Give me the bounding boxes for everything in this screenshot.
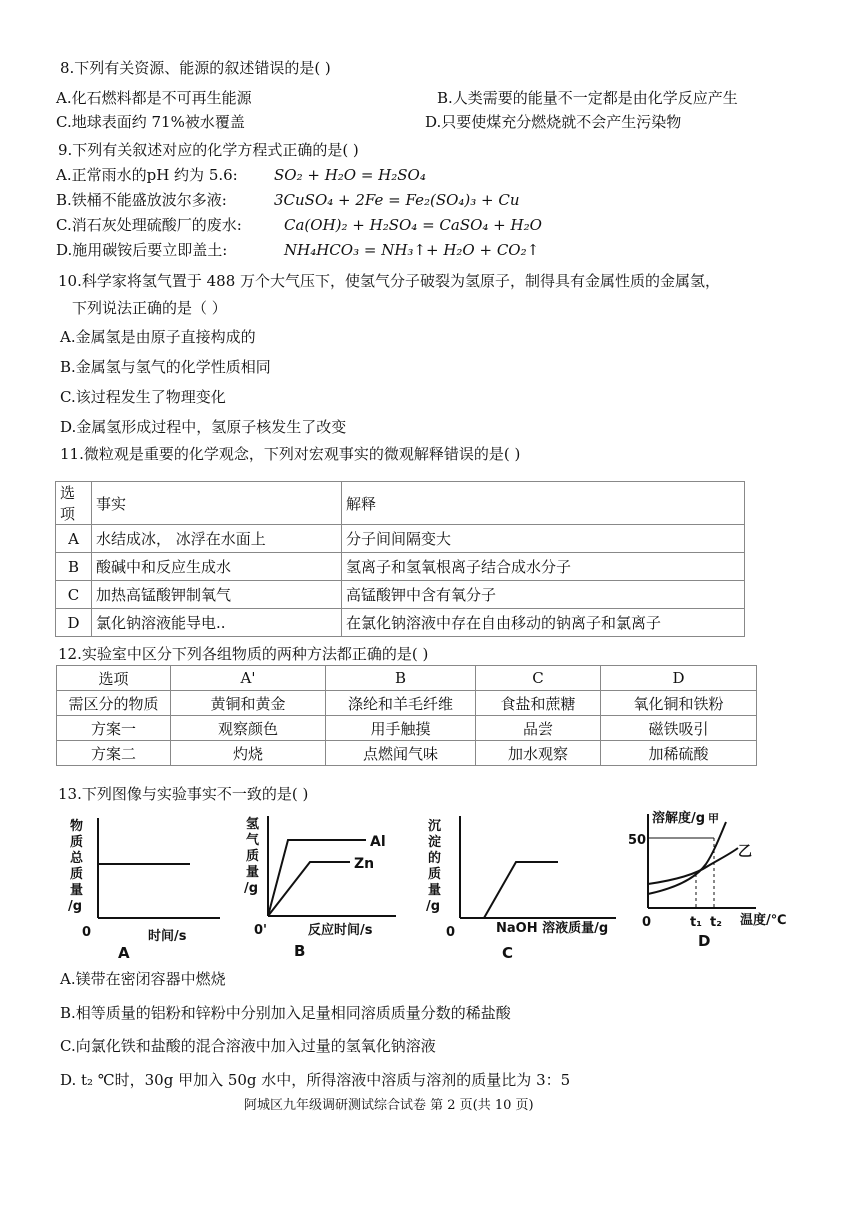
table-row [56,581,745,609]
figure-a-ylabel-char: 物 [70,819,84,834]
figure-a-ylabel-char: /g [68,899,83,914]
figure-b-ylabel-char: 气 [246,833,260,848]
option-cell: C [56,581,92,609]
q9-option-c: C.消石灰处理硫酸厂的废水: [56,216,242,234]
q10-stem-line2: 下列说法正确的是（ ） [72,299,227,317]
table-cell: 观察颜色 [171,716,326,741]
figure-d-t2: t₂ [710,915,722,930]
header-cell: A' [171,666,326,691]
q13-stem: 13.下列图像与实验事实不一致的是( ) [58,785,309,803]
q10-option-d: D.金属氢形成过程中，氢原子核发生了改变 [60,418,347,436]
table-row [56,553,745,581]
table-cell: 方案一 [57,716,171,741]
figure-a-ylabel-char: 总 [70,851,84,866]
table-cell: 黄铜和黄金 [171,691,326,716]
figure-b-curve-al [268,840,366,916]
figure-b-ylabel-char: 氢 [246,817,260,832]
header-cell: 选项 [57,666,171,691]
fact-cell: 酸碱中和反应生成水 [92,553,342,581]
q9-option-d-equation: NH₄HCO₃ = NH₃↑+ H₂O + CO₂↑ [284,241,540,259]
q8-option-b: B.人类需要的能量不一定都是由化学反应产生 [437,89,738,107]
table-cell: 氧化铜和铁粉 [601,691,757,716]
table-row [56,525,745,553]
table-cell: 需区分的物质 [57,691,171,716]
q9-option-d: D.施用碳铵后要立即盖土: [56,241,228,259]
figure-b-tag: B [294,942,306,960]
figure-a-tag: A [118,944,130,962]
table-header-row [56,482,745,525]
q12-table [56,665,757,766]
figure-c-curve [460,862,558,918]
table-cell: 灼烧 [171,741,326,766]
figure-c-ylabel-char: 沉 [428,819,442,834]
q8-option-c: C.地球表面约 71%被水覆盖 [56,113,245,131]
page-footer: 阿城区九年级调研测试综合试卷 第 2 页(共 10 页) [244,1098,534,1113]
q9-stem: 9.下列有关叙述对应的化学方程式正确的是( ) [58,141,359,159]
figure-d [626,808,802,956]
table-cell: 加稀硫酸 [601,741,757,766]
option-cell: D [56,609,92,637]
table-cell: 品尝 [476,716,601,741]
figure-d-y50: 50 [628,833,647,848]
table-header-row [57,666,757,691]
figure-a-xlabel: 时间/s [148,929,187,944]
figure-a-ylabel-char: 量 [70,883,84,898]
figure-b-xlabel: 反应时间/s [308,923,373,938]
header-cell: D [601,666,757,691]
table-cell: 加水观察 [476,741,601,766]
figure-a [60,812,225,962]
q10-option-b: B.金属氢与氢气的化学性质相同 [60,358,271,376]
figure-c-ylabel-char: 量 [428,883,442,898]
figure-d-xlabel: 温度/℃ [740,913,787,928]
header-cell: 解释 [342,482,745,525]
q10-stem-line1: 10.科学家将氢气置于 488 万个大气压下，使氢气分子破裂为氢原子，制得具有金属性质的金属氢， [58,272,721,290]
figure-c-ylabel-char: 淀 [428,835,442,850]
table-cell: 用手触摸 [326,716,476,741]
q11-stem: 11.微粒观是重要的化学观念，下列对宏观事实的微观解释错误的是( ) [60,445,521,463]
table-row [57,691,757,716]
figure-d-ylabel: 溶解度/g [652,811,706,826]
figure-c-ylabel-char: 质 [428,867,442,882]
q9-option-c-equation: Ca(OH)₂ + H₂SO₄ = CaSO₄ + H₂O [284,216,542,234]
q13-option-a: A.镁带在密闭容器中燃烧 [60,970,226,988]
figure-c-origin: 0 [446,925,456,940]
table-row [57,716,757,741]
figure-c-ylabel-char: /g [426,899,441,914]
figure-c-xlabel: NaOH 溶液质量/g [496,921,609,936]
explanation-cell: 高锰酸钾中含有氧分子 [342,581,745,609]
table-cell: 点燃闻气味 [326,741,476,766]
figure-b-ylabel-char: /g [244,881,259,896]
figure-c [418,812,618,962]
table-cell: 涤纶和羊毛纤维 [326,691,476,716]
q9-option-b: B.铁桶不能盛放波尔多液: [56,191,227,209]
option-cell: A [56,525,92,553]
q9-option-a-equation: SO₂ + H₂O = H₂SO₄ [274,166,426,184]
table-cell: 食盐和蔗糖 [476,691,601,716]
q13-option-c: C.向氯化铁和盐酸的混合溶液中加入过量的氢氧化钠溶液 [60,1037,436,1055]
header-cell: C [476,666,601,691]
q10-option-a: A.金属氢是由原子直接构成的 [60,328,256,346]
q11-table [55,481,745,637]
figure-b-origin: 0' [254,923,268,938]
fact-cell: 水结成冰， 冰浮在水面上 [92,525,342,553]
figure-b-series-label: Zn [354,856,375,872]
q8-option-d: D.只要使煤充分燃烧就不会产生污染物 [425,113,682,131]
q13-option-b: B.相等质量的铝粉和锌粉中分别加入足量相同溶质质量分数的稀盐酸 [60,1004,511,1022]
q13-option-d: D. t₂ ℃时，30g 甲加入 50g 水中，所得溶液中溶质与溶剂的质量比为 3：5 [60,1071,571,1089]
header-cell: B [326,666,476,691]
explanation-cell: 在氯化钠溶液中存在自由移动的钠离子和氯离子 [342,609,745,637]
table-cell: 方案二 [57,741,171,766]
q8-stem: 8.下列有关资源、能源的叙述错误的是( ) [60,59,331,77]
figure-d-tag: D [698,932,711,950]
figure-b [238,810,398,962]
option-cell: B [56,553,92,581]
figure-c-tag: C [502,944,514,962]
fact-cell: 加热高锰酸钾制氧气 [92,581,342,609]
figure-b-series-label: Al [370,834,386,850]
table-row [56,609,745,637]
q10-option-c: C.该过程发生了物理变化 [60,388,226,406]
figure-d-t1: t₁ [690,915,702,930]
q9-option-b-equation: 3CuSO₄ + 2Fe = Fe₂(SO₄)₃ + Cu [274,191,520,209]
figure-d-curve-yi [648,848,738,884]
figure-c-ylabel-char: 的 [428,851,442,866]
table-cell: 磁铁吸引 [601,716,757,741]
q8-option-a: A.化石燃料都是不可再生能源 [56,89,252,107]
q12-stem: 12.实验室中区分下列各组物质的两种方法都正确的是( ) [58,645,429,663]
figure-b-ylabel-char: 质 [246,849,260,864]
header-cell: 事实 [92,482,342,525]
q9-option-a: A.正常雨水的pH 约为 5.6: [56,166,238,184]
explanation-cell: 分子间间隔变大 [342,525,745,553]
figure-d-series-label: 乙 [738,844,752,860]
header-cell: 选项 [56,482,92,525]
explanation-cell: 氢离子和氢氧根离子结合成水分子 [342,553,745,581]
fact-cell: 氯化钠溶液能导电.. [92,609,342,637]
figure-a-ylabel-char: 质 [70,867,84,882]
table-row [57,741,757,766]
figure-d-series-label: 甲 [708,812,719,825]
figure-b-ylabel-char: 量 [246,865,260,880]
figure-a-origin: 0 [82,925,92,940]
figure-a-ylabel-char: 质 [70,835,84,850]
figure-d-origin: 0 [642,915,652,930]
